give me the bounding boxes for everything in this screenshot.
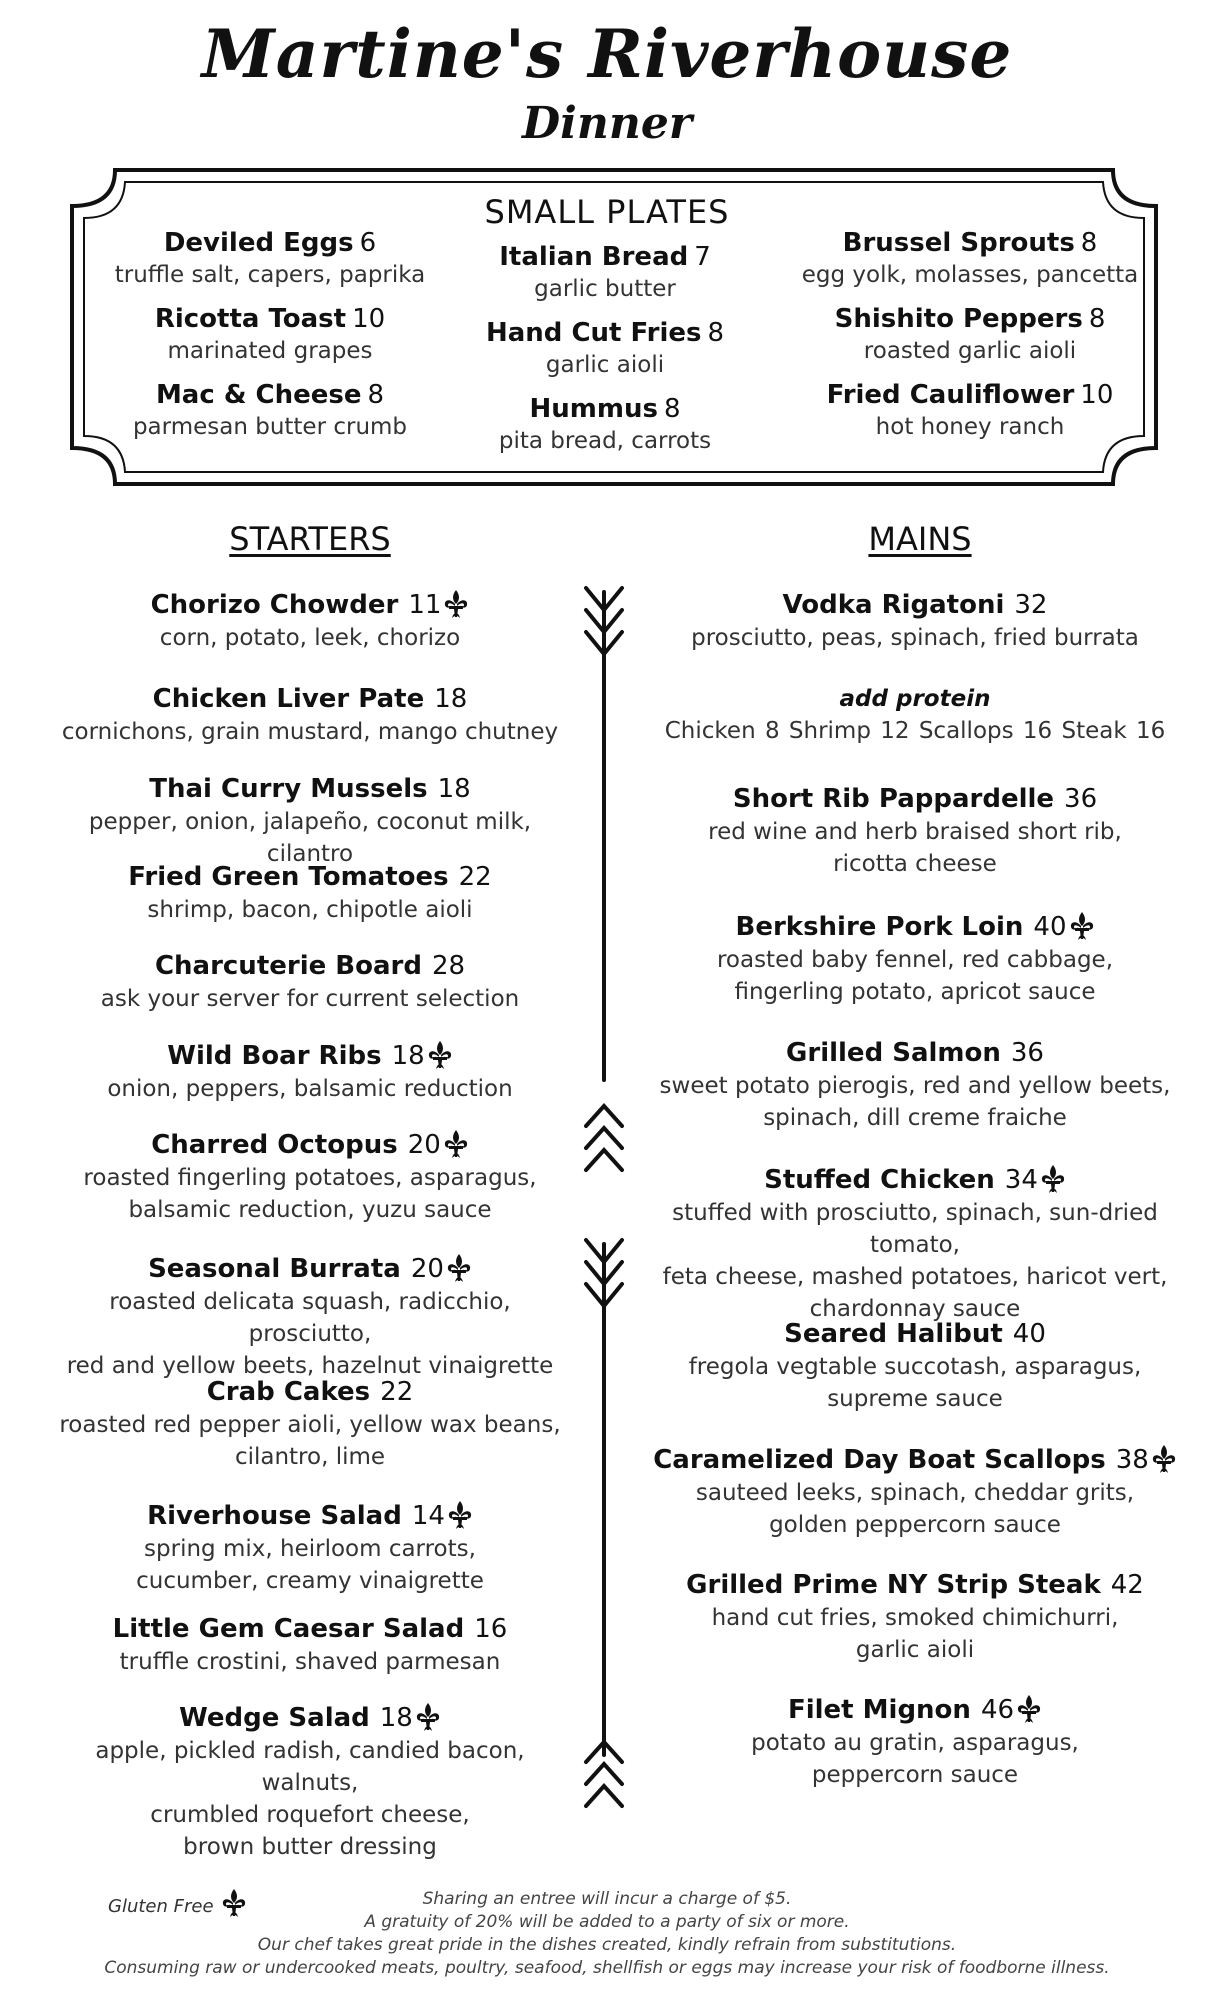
dish-description: peppercorn sauce xyxy=(811,1762,1019,1788)
dish-description: apple, pickled radish, candied bacon, walnuts, xyxy=(95,1738,525,1796)
dish-price: 16 xyxy=(474,1614,508,1644)
dish-price: 20 xyxy=(407,1130,441,1160)
footer-notes xyxy=(0,1888,1214,1980)
dish-description: spinach, dill creme fraiche xyxy=(763,1105,1067,1131)
dish-name: Grilled Salmon xyxy=(786,1038,1001,1068)
menu-item xyxy=(50,1701,570,1863)
dish-price: 18 xyxy=(434,684,468,714)
dish-name: Mac & Cheese xyxy=(155,380,362,410)
dish-price: 36 xyxy=(1010,1038,1044,1068)
menu-item xyxy=(50,1039,570,1105)
menu-item-name-line xyxy=(50,1128,570,1162)
fleur-de-lis-icon xyxy=(447,1500,473,1530)
dish-description: egg yolk, molasses, pancetta xyxy=(801,262,1139,288)
restaurant-name: Martine's Riverhouse xyxy=(201,15,1013,93)
menu-item-name-line xyxy=(640,1568,1190,1602)
dish-description: roasted delicata squash, radicchio, prosciutto, xyxy=(109,1289,511,1347)
small-plate-name-line xyxy=(110,302,430,336)
menu-item-name-line xyxy=(640,1443,1190,1477)
menu-item-name-line xyxy=(50,1039,570,1073)
dish-name: Chorizo Chowder xyxy=(150,590,399,620)
menu-item xyxy=(640,1693,1190,1791)
dish-price: 28 xyxy=(431,951,466,981)
starters-column xyxy=(50,588,570,1858)
small-plates-right-column xyxy=(790,226,1150,454)
small-plate-item xyxy=(110,302,430,366)
dish-description: sauteed leeks, spinach, cheddar grits, xyxy=(695,1480,1135,1506)
menu-item-name-line xyxy=(50,949,570,983)
dish-price: 22 xyxy=(380,1377,414,1407)
small-plate-name-line xyxy=(790,302,1150,336)
small-plate-item xyxy=(440,316,770,380)
dish-name: Grilled Prime NY Strip Steak xyxy=(686,1570,1101,1600)
menu-item-name-line xyxy=(640,1693,1190,1727)
small-plate-item xyxy=(110,378,430,442)
fleur-de-lis-icon xyxy=(1016,1694,1042,1724)
dish-price: 10 xyxy=(1080,380,1114,410)
menu-item-name-line xyxy=(640,782,1190,816)
dish-price: 10 xyxy=(352,304,386,334)
footer-note: Sharing an entree will incur a charge of $5. xyxy=(422,1889,792,1909)
dish-description: roasted red pepper aioli, yellow wax beans, xyxy=(59,1412,561,1438)
small-plate-item xyxy=(440,392,770,456)
dish-description: feta cheese, mashed potatoes, haricot vert, xyxy=(662,1264,1168,1290)
small-plate-item xyxy=(110,226,430,290)
dish-name: Berkshire Pork Loin xyxy=(735,912,1024,942)
menu-item xyxy=(640,1036,1190,1134)
menu-item xyxy=(50,1612,570,1678)
dish-description: hot honey ranch xyxy=(875,414,1065,440)
dish-price: 8 xyxy=(663,394,681,424)
dish-description: garlic aioli xyxy=(545,352,665,378)
dish-price: 22 xyxy=(458,862,492,892)
menu-item xyxy=(50,772,570,870)
menu-item-name-line xyxy=(640,1163,1190,1197)
dish-description: crumbled roquefort cheese, xyxy=(150,1802,470,1828)
dish-description: fregola vegtable succotash, asparagus, xyxy=(688,1354,1142,1380)
small-plate-item xyxy=(790,226,1150,290)
fleur-de-lis-icon xyxy=(443,1129,469,1159)
add-protein-label: add protein xyxy=(839,686,991,712)
menu-item-name-line xyxy=(50,860,570,894)
dish-description: fingerling potato, apricot sauce xyxy=(734,979,1096,1005)
dish-description: red wine and herb braised short rib, xyxy=(708,819,1122,845)
dish-price: 18 xyxy=(437,774,471,804)
menu-item xyxy=(640,1163,1190,1325)
menu-item xyxy=(50,682,570,748)
dish-description: stuffed with prosciutto, spinach, sun-dried tomato, xyxy=(672,1200,1158,1258)
dish-name: Hummus xyxy=(529,394,658,424)
dish-price: 8 xyxy=(1088,304,1106,334)
dish-name: Shishito Peppers xyxy=(834,304,1083,334)
menu-item xyxy=(50,1128,570,1226)
dish-description: truffle salt, capers, paprika xyxy=(114,262,426,288)
menu-item-name-line xyxy=(640,910,1190,944)
dish-description: shrimp, bacon, chipotle aioli xyxy=(147,897,473,923)
dish-price: 20 xyxy=(410,1254,444,1284)
fleur-de-lis-icon xyxy=(1069,911,1095,941)
dish-price: 7 xyxy=(694,242,711,272)
small-plate-name-line xyxy=(440,240,770,274)
dish-description: pepper, onion, jalapeño, coconut milk, cilantro xyxy=(88,809,532,867)
dish-price: 42 xyxy=(1110,1570,1144,1600)
dish-description: marinated grapes xyxy=(167,338,373,364)
dish-price: 32 xyxy=(1014,590,1048,620)
small-plate-item xyxy=(790,302,1150,366)
small-plate-name-line xyxy=(440,392,770,426)
footer-note: A gratuity of 20% will be added to a party of six or more. xyxy=(364,1912,850,1932)
menu-item-name-line xyxy=(50,1701,570,1735)
dish-price: 38 xyxy=(1115,1445,1149,1475)
dish-description: hand cut fries, smoked chimichurri, xyxy=(711,1605,1119,1631)
dish-name: Brussel Sprouts xyxy=(842,228,1075,258)
small-plate-name-line xyxy=(110,378,430,412)
dish-description: potato au gratin, asparagus, xyxy=(751,1730,1079,1756)
small-plates-center-column xyxy=(440,240,770,468)
menu-item xyxy=(50,1499,570,1597)
arrow-divider-icon xyxy=(560,580,648,1820)
menu-item xyxy=(640,588,1190,654)
dish-description: cilantro, lime xyxy=(234,1444,386,1470)
dish-description: garlic aioli xyxy=(855,1637,975,1663)
dish-description: roasted garlic aioli xyxy=(863,338,1077,364)
dish-description: roasted baby fennel, red cabbage, xyxy=(716,947,1114,973)
dish-description: ask your server for current selection xyxy=(100,986,520,1012)
menu-item xyxy=(640,1317,1190,1415)
fleur-de-lis-icon xyxy=(443,589,469,619)
small-plate-item xyxy=(790,378,1150,442)
menu-item xyxy=(50,860,570,926)
dish-name: Hand Cut Fries xyxy=(485,318,702,348)
dish-description: parmesan butter crumb xyxy=(132,414,408,440)
dish-description: balsamic reduction, yuzu sauce xyxy=(128,1197,492,1223)
add-protein-block xyxy=(640,683,1190,747)
fleur-de-lis-icon xyxy=(1151,1444,1177,1474)
dish-name: Charcuterie Board xyxy=(154,951,422,981)
menu-item xyxy=(50,1375,570,1473)
dish-description: cucumber, creamy vinaigrette xyxy=(136,1568,484,1594)
gluten-free-label: Gluten Free xyxy=(108,1896,214,1917)
dish-description: spring mix, heirloom carrots, xyxy=(144,1536,476,1562)
dish-name: Ricotta Toast xyxy=(154,304,347,334)
menu-item xyxy=(640,1568,1190,1666)
dish-name: Seasonal Burrata xyxy=(148,1254,401,1284)
dish-description: supreme sauce xyxy=(827,1386,1003,1412)
dish-price: 18 xyxy=(379,1703,413,1733)
dish-description: corn, potato, leek, chorizo xyxy=(159,625,461,651)
starters-heading: STARTERS xyxy=(229,520,391,558)
dish-name: Charred Octopus xyxy=(151,1130,398,1160)
dish-price: 40 xyxy=(1033,912,1067,942)
dish-description: golden peppercorn sauce xyxy=(769,1512,1061,1538)
footer-note: Our chef takes great pride in the dishes created, kindly refrain from substitutions. xyxy=(257,1935,957,1955)
dish-name: Chicken Liver Pate xyxy=(152,684,425,714)
dish-description: onion, peppers, balsamic reduction xyxy=(107,1076,513,1102)
menu-item-name-line xyxy=(50,772,570,806)
small-plate-item xyxy=(440,240,770,304)
fleur-de-lis-icon xyxy=(1040,1164,1066,1194)
dish-description: roasted fingerling potatoes, asparagus, xyxy=(83,1165,537,1191)
menu-item-name-line xyxy=(50,682,570,716)
menu-item xyxy=(50,1252,570,1382)
dish-name: Fried Green Tomatoes xyxy=(128,862,449,892)
menu-item xyxy=(640,910,1190,1008)
menu-item-name-line xyxy=(640,588,1190,622)
dish-description: prosciutto, peas, spinach, fried burrata xyxy=(691,625,1139,651)
small-plates-title: SMALL PLATES xyxy=(484,193,730,231)
dish-name: Riverhouse Salad xyxy=(147,1501,402,1531)
dish-price: 36 xyxy=(1064,784,1098,814)
mains-column xyxy=(640,588,1190,1858)
dish-name: Filet Mignon xyxy=(787,1695,971,1725)
fleur-de-lis-icon xyxy=(446,1253,472,1283)
menu-item-name-line xyxy=(50,1375,570,1409)
dish-description: cornichons, grain mustard, mango chutney xyxy=(61,719,559,745)
dish-description: chardonnay sauce xyxy=(809,1296,1021,1322)
dish-price: 40 xyxy=(1012,1319,1046,1349)
menu-item-name-line xyxy=(640,1317,1190,1351)
menu-item-name-line xyxy=(640,1036,1190,1070)
fleur-de-lis-icon xyxy=(415,1702,441,1732)
dish-name: Wedge Salad xyxy=(179,1703,370,1733)
menu-item xyxy=(50,588,570,654)
dish-name: Italian Bread xyxy=(499,242,689,272)
footer-note: Consuming raw or undercooked meats, poultry, seafood, shellfish or eggs may increase your risk of foodborne illness. xyxy=(104,1958,1110,1978)
menu-item-name-line xyxy=(50,1612,570,1646)
dish-name: Caramelized Day Boat Scallops xyxy=(653,1445,1106,1475)
dish-price: 14 xyxy=(411,1501,445,1531)
dish-name: Fried Cauliflower xyxy=(826,380,1075,410)
small-plate-name-line xyxy=(440,316,770,350)
dish-name: Thai Curry Mussels xyxy=(149,774,428,804)
dish-price: 8 xyxy=(367,380,385,410)
small-plate-name-line xyxy=(790,378,1150,412)
menu-item xyxy=(640,1443,1190,1541)
mains-heading: MAINS xyxy=(868,520,972,558)
small-plate-name-line xyxy=(790,226,1150,260)
dish-name: Stuffed Chicken xyxy=(764,1165,995,1195)
dish-description: pita bread, carrots xyxy=(498,428,712,454)
dish-price: 46 xyxy=(980,1695,1015,1725)
small-plate-name-line xyxy=(110,226,430,260)
menu-item-name-line xyxy=(50,1499,570,1533)
dish-name: Short Rib Pappardelle xyxy=(732,784,1055,814)
dish-description: ricotta cheese xyxy=(833,851,997,877)
dish-price: 34 xyxy=(1004,1165,1038,1195)
dish-description: sweet potato pierogis, red and yellow beets, xyxy=(659,1073,1171,1099)
dish-name: Crab Cakes xyxy=(206,1377,371,1407)
fleur-de-lis-icon xyxy=(427,1040,453,1070)
dish-name: Vodka Rigatoni xyxy=(782,590,1005,620)
dish-price: 11 xyxy=(408,590,442,620)
menu-subtitle: Dinner xyxy=(521,98,693,149)
dish-description: garlic butter xyxy=(534,276,676,302)
dish-name: Wild Boar Ribs xyxy=(167,1041,382,1071)
dish-description: truffle crostini, shaved parmesan xyxy=(119,1649,501,1675)
menu-item-name-line xyxy=(50,588,570,622)
small-plates-left-column xyxy=(110,226,430,454)
add-protein-options: Chicken 8 Shrimp 12 Scallops 16 Steak 16 xyxy=(664,718,1166,744)
dish-name: Little Gem Caesar Salad xyxy=(112,1614,465,1644)
dish-price: 8 xyxy=(707,318,725,348)
dish-name: Seared Halibut xyxy=(784,1319,1003,1349)
menu-item xyxy=(50,949,570,1015)
menu-item xyxy=(640,782,1190,880)
dish-description: brown butter dressing xyxy=(183,1834,437,1860)
dish-price: 6 xyxy=(359,228,377,258)
dish-price: 18 xyxy=(391,1041,425,1071)
dish-name: Deviled Eggs xyxy=(163,228,354,258)
menu-item-name-line xyxy=(50,1252,570,1286)
dish-description: red and yellow beets, hazelnut vinaigrette xyxy=(66,1353,554,1379)
dish-price: 8 xyxy=(1080,228,1098,258)
